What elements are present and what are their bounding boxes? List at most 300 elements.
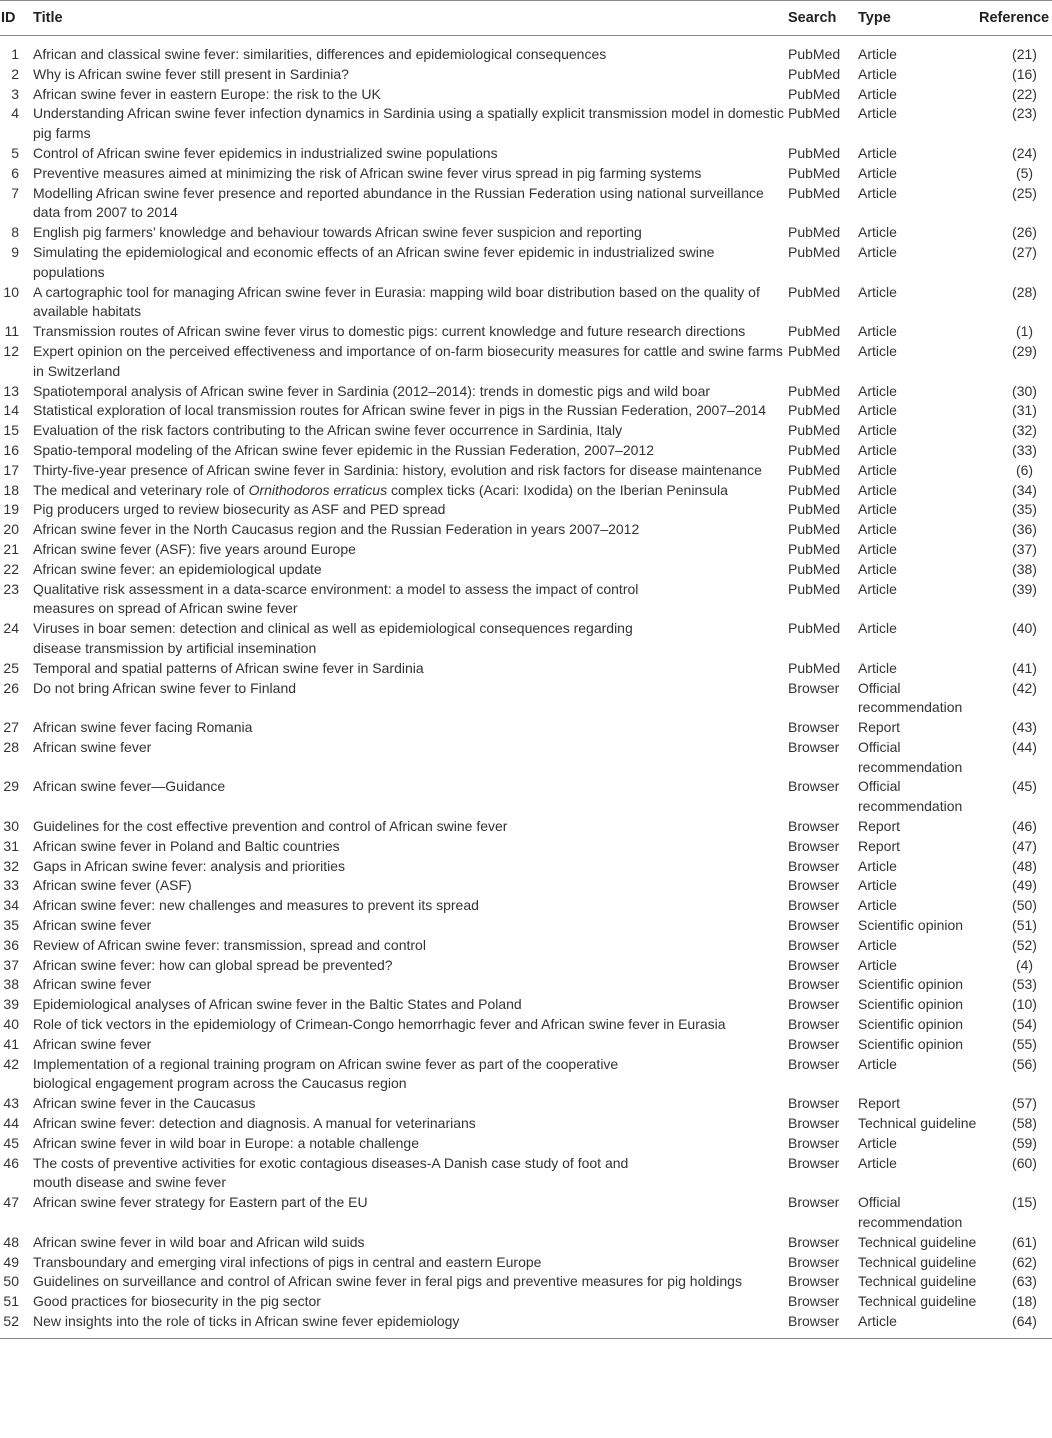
row-search: Browser xyxy=(788,976,840,993)
row-search: Browser xyxy=(788,936,840,953)
row-id: 32 xyxy=(3,857,19,874)
row-title-text: The medical and veterinary role of xyxy=(33,481,249,498)
table-row xyxy=(0,1094,1052,1114)
row-id: 26 xyxy=(3,679,19,696)
row-id: 46 xyxy=(3,1154,19,1171)
row-id: 7 xyxy=(11,184,19,201)
row-search: Browser xyxy=(788,818,840,835)
row-type: Article xyxy=(858,243,897,260)
header-id: ID xyxy=(0,1,33,36)
row-title: Spatiotemporal analysis of African swine fever in Sardinia (2012–2014): trends in domestic pigs and wild boar xyxy=(33,382,711,399)
row-reference: (18) xyxy=(1012,1293,1037,1310)
row-type: Technical guideline xyxy=(858,1273,977,1290)
row-id: 38 xyxy=(3,976,19,993)
row-search: Browser xyxy=(788,1095,840,1112)
row-id: 2 xyxy=(11,65,19,82)
row-reference: (27) xyxy=(1012,243,1037,260)
row-type: Article xyxy=(858,540,897,557)
row-type: Technical guideline xyxy=(858,1253,977,1270)
row-reference: (21) xyxy=(1012,46,1037,62)
table-row xyxy=(0,342,1052,382)
row-id: 30 xyxy=(3,818,19,835)
row-title: African swine fever (ASF) xyxy=(33,877,192,894)
table-body xyxy=(0,36,1052,1339)
table-row xyxy=(0,896,1052,916)
row-id: 13 xyxy=(3,382,19,399)
row-type: Article xyxy=(858,105,897,122)
table-row xyxy=(0,520,1052,540)
row-id: 15 xyxy=(3,422,19,439)
row-title: Modelling African swine fever presence and reported abundance in the Russian Federation using national surveillance data from 2007 to 2014 xyxy=(33,184,764,221)
row-reference: (5) xyxy=(1015,164,1034,181)
row-id: 47 xyxy=(3,1194,19,1211)
row-type: Article xyxy=(858,877,897,894)
row-title: African swine fever in the Caucasus xyxy=(33,1095,256,1112)
row-search: Browser xyxy=(788,996,840,1013)
row-type: Article xyxy=(858,1312,979,1338)
row-type: Official recommendation xyxy=(858,1194,963,1231)
row-id: 11 xyxy=(4,323,19,340)
row-search: Browser xyxy=(788,877,840,894)
row-title: Viruses in boar semen: detection and clinical as well as epidemiological consequences regarding disease transmission by artificial insemination xyxy=(33,620,633,656)
row-title: African swine fever in eastern Europe: the risk to the UK xyxy=(33,85,381,102)
row-type: Article xyxy=(858,65,897,82)
row-id: 24 xyxy=(3,620,19,637)
row-title: The costs of preventive activities for exotic contagious diseases-A Danish case study of foot and mouth disease and swine fever xyxy=(33,1154,629,1191)
row-title: African swine fever facing Romania xyxy=(33,719,253,736)
row-search: Browser xyxy=(788,738,840,755)
row-search: PubMed xyxy=(788,283,841,300)
row-reference: (26) xyxy=(1012,224,1037,241)
row-reference: (29) xyxy=(1012,342,1037,359)
row-reference: (25) xyxy=(1012,184,1037,201)
row-type: Report xyxy=(858,719,901,736)
row-title-italic: Ornithodoros erraticus xyxy=(248,481,388,498)
row-search: PubMed xyxy=(788,501,841,518)
row-search: Browser xyxy=(788,778,840,795)
row-search: PubMed xyxy=(788,580,841,597)
row-search: Browser xyxy=(788,1035,840,1052)
table-row xyxy=(0,857,1052,877)
row-title: African swine fever: new challenges and measures to prevent its spread xyxy=(33,897,479,914)
table-row xyxy=(0,1134,1052,1154)
row-search: Browser xyxy=(788,857,840,874)
header-search: Search xyxy=(788,1,858,36)
row-id: 22 xyxy=(3,560,19,577)
row-id: 1 xyxy=(11,46,19,62)
row-title: Do not bring African swine fever to Finland xyxy=(33,679,297,696)
row-search: PubMed xyxy=(788,402,841,419)
row-search: PubMed xyxy=(788,224,841,241)
row-title: Why is African swine fever still present in Sardinia? xyxy=(33,65,349,82)
table-row xyxy=(0,481,1052,501)
header-row xyxy=(0,1,1052,36)
row-type: Article xyxy=(858,283,897,300)
table-row xyxy=(0,1312,1052,1338)
row-search: Browser xyxy=(788,1312,858,1338)
row-id: 42 xyxy=(3,1055,19,1072)
row-reference: (37) xyxy=(1012,540,1037,557)
row-reference: (38) xyxy=(1012,560,1037,577)
row-reference: (33) xyxy=(1012,441,1037,458)
table-row xyxy=(0,975,1052,995)
row-reference: (40) xyxy=(1012,620,1037,637)
row-reference: (16) xyxy=(1012,65,1037,82)
row-reference: (6) xyxy=(1015,461,1034,478)
row-search: Browser xyxy=(788,1194,840,1211)
row-search: Browser xyxy=(788,1233,840,1250)
row-reference: (43) xyxy=(1012,719,1037,736)
row-reference: (32) xyxy=(1012,422,1037,439)
row-id: 37 xyxy=(3,956,19,973)
row-reference: (44) xyxy=(1012,738,1037,755)
table-row xyxy=(0,85,1052,105)
row-id: 34 xyxy=(3,897,19,914)
row-search: Browser xyxy=(788,917,840,934)
row-search: Browser xyxy=(788,837,840,854)
row-search: PubMed xyxy=(788,46,841,62)
row-search: PubMed xyxy=(788,521,841,538)
row-type: Official recommendation xyxy=(858,738,963,775)
row-title: African swine fever: detection and diagnosis. A manual for veterinarians xyxy=(33,1115,476,1132)
row-reference: (48) xyxy=(1012,857,1037,874)
row-title: African and classical swine fever: similarities, differences and epidemiological consequences xyxy=(33,46,607,62)
row-type: Scientific opinion xyxy=(858,996,964,1013)
row-search: PubMed xyxy=(788,659,841,676)
row-search: Browser xyxy=(788,1115,840,1132)
row-reference: (64) xyxy=(979,1312,1052,1338)
row-title: Expert opinion on the perceived effectiveness and importance of on-farm biosecurity measures for cattle and swine farms in Switzerland xyxy=(33,342,783,379)
row-search: PubMed xyxy=(788,481,841,498)
row-reference: (31) xyxy=(1012,402,1037,419)
row-reference: (23) xyxy=(1012,105,1037,122)
row-id: 36 xyxy=(3,936,19,953)
row-title: African swine fever—Guidance xyxy=(33,778,226,795)
row-title: Good practices for biosecurity in the pig sector xyxy=(33,1293,321,1310)
row-search: Browser xyxy=(788,1134,840,1151)
row-type: Article xyxy=(858,1154,897,1171)
row-reference: (15) xyxy=(1012,1194,1037,1211)
row-type: Article xyxy=(858,184,897,201)
table-row xyxy=(0,540,1052,560)
row-search: Browser xyxy=(788,1154,840,1171)
table-header xyxy=(0,1,1052,36)
table-row xyxy=(0,1272,1052,1292)
row-id: 41 xyxy=(3,1035,19,1052)
row-reference: (46) xyxy=(1012,818,1037,835)
row-title: Evaluation of the risk factors contributing to the African swine fever occurrence in Sardinia, Italy xyxy=(33,422,623,439)
row-id: 9 xyxy=(11,243,19,260)
row-reference: (49) xyxy=(1012,877,1037,894)
row-type: Technical guideline xyxy=(858,1233,977,1250)
table-row xyxy=(0,500,1052,520)
table-row xyxy=(0,243,1052,283)
row-id: 44 xyxy=(3,1115,19,1132)
row-type: Article xyxy=(858,481,897,498)
table-row xyxy=(0,560,1052,580)
row-reference: (47) xyxy=(1012,837,1037,854)
row-search: PubMed xyxy=(788,382,841,399)
row-type: Article xyxy=(858,342,897,359)
row-id: 6 xyxy=(11,164,19,181)
row-id: 19 xyxy=(3,501,19,518)
row-search: PubMed xyxy=(788,65,841,82)
row-search: PubMed xyxy=(788,164,841,181)
row-title: African swine fever: an epidemiological update xyxy=(33,560,322,577)
row-search: PubMed xyxy=(788,323,841,340)
row-reference: (61) xyxy=(1012,1233,1037,1250)
row-reference: (52) xyxy=(1012,936,1037,953)
row-search: PubMed xyxy=(788,620,841,637)
row-id: 48 xyxy=(3,1233,19,1250)
row-title: African swine fever in Poland and Baltic countries xyxy=(33,837,340,854)
row-title: Transmission routes of African swine fever virus to domestic pigs: current knowledge and future research directions xyxy=(33,323,746,340)
row-id: 17 xyxy=(3,461,19,478)
row-id: 50 xyxy=(3,1273,19,1290)
row-reference: (55) xyxy=(1012,1035,1037,1052)
row-type: Article xyxy=(858,897,897,914)
row-search: PubMed xyxy=(788,461,841,478)
row-type: Article xyxy=(858,1134,897,1151)
row-title: Statistical exploration of local transmission routes for African swine fever in pigs in the Russian Federation, 2007–2014 xyxy=(33,402,767,419)
row-type: Article xyxy=(858,441,897,458)
table-row xyxy=(0,36,1052,65)
row-search: Browser xyxy=(788,1055,840,1072)
table-row xyxy=(0,1035,1052,1055)
row-id: 28 xyxy=(3,738,19,755)
row-search: PubMed xyxy=(788,342,841,359)
row-search: PubMed xyxy=(788,105,841,122)
table-row xyxy=(0,283,1052,323)
row-type: Article xyxy=(858,659,897,676)
row-reference: (45) xyxy=(1012,778,1037,795)
row-type: Article xyxy=(858,85,897,102)
row-title: Understanding African swine fever infection dynamics in Sardinia using a spatially explicit transmission model in domestic pig farms xyxy=(33,105,784,142)
header-title: Title xyxy=(33,1,788,36)
row-type: Scientific opinion xyxy=(858,976,964,993)
row-type: Scientific opinion xyxy=(858,1016,964,1033)
row-search: PubMed xyxy=(788,540,841,557)
row-title: Guidelines on surveillance and control of African swine fever in feral pigs and preventive measures for pig holdings xyxy=(33,1273,742,1290)
row-title: African swine fever (ASF): five years around Europe xyxy=(33,540,356,557)
row-reference: (10) xyxy=(1012,996,1037,1013)
table-row xyxy=(0,1253,1052,1273)
row-title: Temporal and spatial patterns of African swine fever in Sardinia xyxy=(33,659,424,676)
row-search: Browser xyxy=(788,1253,840,1270)
table-row xyxy=(0,659,1052,679)
row-search: Browser xyxy=(788,1293,840,1310)
table-row xyxy=(0,441,1052,461)
row-title: New insights into the role of ticks in African swine fever epidemiology xyxy=(33,1312,788,1338)
table-row xyxy=(0,580,1052,620)
row-title: African swine fever in wild boar in Europe: a notable challenge xyxy=(33,1134,420,1151)
row-type: Technical guideline xyxy=(858,1115,977,1132)
table-row xyxy=(0,956,1052,976)
row-reference: (22) xyxy=(1012,85,1037,102)
row-type: Article xyxy=(858,422,897,439)
row-id: 23 xyxy=(3,580,19,597)
table-row xyxy=(0,382,1052,402)
row-id: 18 xyxy=(3,481,19,498)
row-type: Article xyxy=(858,620,897,637)
row-title: Guidelines for the cost effective prevention and control of African swine fever xyxy=(33,818,508,835)
row-type: Report xyxy=(858,1095,901,1112)
row-type: Article xyxy=(858,323,897,340)
row-reference: (56) xyxy=(1012,1055,1037,1072)
row-search: PubMed xyxy=(788,243,841,260)
table-row xyxy=(0,1233,1052,1253)
row-type: Technical guideline xyxy=(858,1293,977,1310)
row-type: Scientific opinion xyxy=(858,1035,964,1052)
row-reference: (54) xyxy=(1012,1016,1037,1033)
row-reference: (30) xyxy=(1012,382,1037,399)
row-reference: (24) xyxy=(1012,144,1037,161)
table-row xyxy=(0,322,1052,342)
row-title: African swine fever xyxy=(33,976,152,993)
row-id: 20 xyxy=(3,521,19,538)
row-type: Article xyxy=(858,580,897,597)
row-id: 45 xyxy=(3,1134,19,1151)
row-id: 35 xyxy=(3,917,19,934)
row-type: Article xyxy=(858,936,897,953)
row-title: Preventive measures aimed at minimizing the risk of African swine fever virus spread in pig farming systems xyxy=(33,164,702,181)
row-title: Review of African swine fever: transmission, spread and control xyxy=(33,936,426,953)
row-search: PubMed xyxy=(788,441,841,458)
table-row xyxy=(0,777,1052,817)
row-reference: (1) xyxy=(1015,323,1034,340)
table-row xyxy=(0,619,1052,659)
row-search: Browser xyxy=(788,956,840,973)
row-type: Article xyxy=(858,560,897,577)
row-id: 51 xyxy=(3,1293,19,1310)
row-reference: (4) xyxy=(1015,956,1034,973)
row-reference: (50) xyxy=(1012,897,1037,914)
row-type: Report xyxy=(858,818,901,835)
row-reference: (58) xyxy=(1012,1115,1037,1132)
table-row xyxy=(0,421,1052,441)
table-row xyxy=(0,223,1052,243)
row-search: Browser xyxy=(788,719,840,736)
row-id: 3 xyxy=(11,85,19,102)
table-row xyxy=(0,401,1052,421)
row-id: 52 xyxy=(0,1312,33,1338)
row-reference: (59) xyxy=(1012,1134,1037,1151)
row-title xyxy=(33,481,788,501)
table-row xyxy=(0,679,1052,719)
table-row xyxy=(0,1154,1052,1194)
row-reference: (62) xyxy=(1012,1253,1037,1270)
table-row xyxy=(0,995,1052,1015)
row-title: Role of tick vectors in the epidemiology of Crimean-Congo hemorrhagic fever and African swine fever in Eurasia xyxy=(33,1016,726,1033)
row-reference: (51) xyxy=(1012,917,1037,934)
row-reference: (28) xyxy=(1012,283,1037,300)
row-type: Official recommendation xyxy=(858,778,963,815)
row-type: Article xyxy=(858,224,897,241)
header-reference: Reference xyxy=(979,1,1052,36)
row-type: Article xyxy=(858,144,897,161)
row-reference: (41) xyxy=(1012,659,1037,676)
row-title-text: complex ticks (Acari: Ixodida) on the Iberian Peninsula xyxy=(387,481,728,498)
row-type: Article xyxy=(858,521,897,538)
row-type: Article xyxy=(858,857,897,874)
row-id: 31 xyxy=(3,837,19,854)
row-reference: (42) xyxy=(1012,679,1037,696)
table-row xyxy=(0,144,1052,164)
table-row xyxy=(0,916,1052,936)
row-title: Thirty-five-year presence of African swine fever in Sardinia: history, evolution and risk factors for disease maintenance xyxy=(33,461,762,478)
row-id: 29 xyxy=(3,778,19,795)
row-id: 16 xyxy=(3,441,19,458)
row-search: PubMed xyxy=(788,422,841,439)
row-id: 12 xyxy=(3,342,19,359)
table-row xyxy=(0,104,1052,144)
table-row xyxy=(0,1292,1052,1312)
row-id: 10 xyxy=(3,283,19,300)
row-title: African swine fever xyxy=(33,738,152,755)
row-search: Browser xyxy=(788,1016,840,1033)
row-id: 25 xyxy=(3,659,19,676)
row-type: Article xyxy=(858,46,897,62)
table-row xyxy=(0,1114,1052,1134)
row-id: 5 xyxy=(11,144,19,161)
row-id: 49 xyxy=(3,1253,19,1270)
row-id: 4 xyxy=(11,105,19,122)
row-title: Qualitative risk assessment in a data-scarce environment: a model to assess the impact of control measures on spread of African swine fever xyxy=(33,580,639,617)
row-search: Browser xyxy=(788,897,840,914)
row-search: PubMed xyxy=(788,144,841,161)
row-type: Article xyxy=(858,461,897,478)
row-type: Article xyxy=(858,1055,897,1072)
row-title: African swine fever strategy for Eastern part of the EU xyxy=(33,1194,368,1211)
row-id: 8 xyxy=(11,224,19,241)
table-row xyxy=(0,718,1052,738)
row-search: PubMed xyxy=(788,85,841,102)
row-reference: (57) xyxy=(1012,1095,1037,1112)
table-row xyxy=(0,817,1052,837)
row-type: Report xyxy=(858,837,901,854)
row-title: African swine fever xyxy=(33,917,152,934)
row-id: 43 xyxy=(3,1095,19,1112)
row-reference: (53) xyxy=(1012,976,1037,993)
table-row xyxy=(0,1055,1052,1095)
table-row xyxy=(0,164,1052,184)
row-type: Article xyxy=(858,402,897,419)
table-row xyxy=(0,65,1052,85)
row-type: Article xyxy=(858,956,897,973)
row-reference: (36) xyxy=(1012,521,1037,538)
row-search: Browser xyxy=(788,679,840,696)
row-title: Transboundary and emerging viral infections of pigs in central and eastern Europe xyxy=(33,1253,542,1270)
row-title: African swine fever in the North Caucasus region and the Russian Federation in years 2007–2012 xyxy=(33,521,640,538)
header-type: Type xyxy=(858,1,979,36)
row-type: Article xyxy=(858,382,897,399)
row-id: 27 xyxy=(3,719,19,736)
row-type: Scientific opinion xyxy=(858,917,964,934)
row-title: African swine fever in wild boar and African wild suids xyxy=(33,1233,365,1250)
row-title: Implementation of a regional training program on African swine fever as part of the cooperative biological engagement program across the Caucasus region xyxy=(33,1055,619,1092)
row-title: Epidemiological analyses of African swine fever in the Baltic States and Poland xyxy=(33,996,522,1013)
row-title: Pig producers urged to review biosecurity as ASF and PED spread xyxy=(33,501,446,518)
row-type: Article xyxy=(858,164,897,181)
row-search: Browser xyxy=(788,1273,840,1290)
row-id: 14 xyxy=(3,402,19,419)
row-title: Gaps in African swine fever: analysis and priorities xyxy=(33,857,346,874)
row-search: PubMed xyxy=(788,184,841,201)
row-type: Official recommendation xyxy=(858,679,963,716)
row-title: A cartographic tool for managing African swine fever in Eurasia: mapping wild boar distribution based on the quality of available habitats xyxy=(33,283,760,320)
row-id: 33 xyxy=(3,877,19,894)
row-title: African swine fever: how can global spread be prevented? xyxy=(33,956,393,973)
